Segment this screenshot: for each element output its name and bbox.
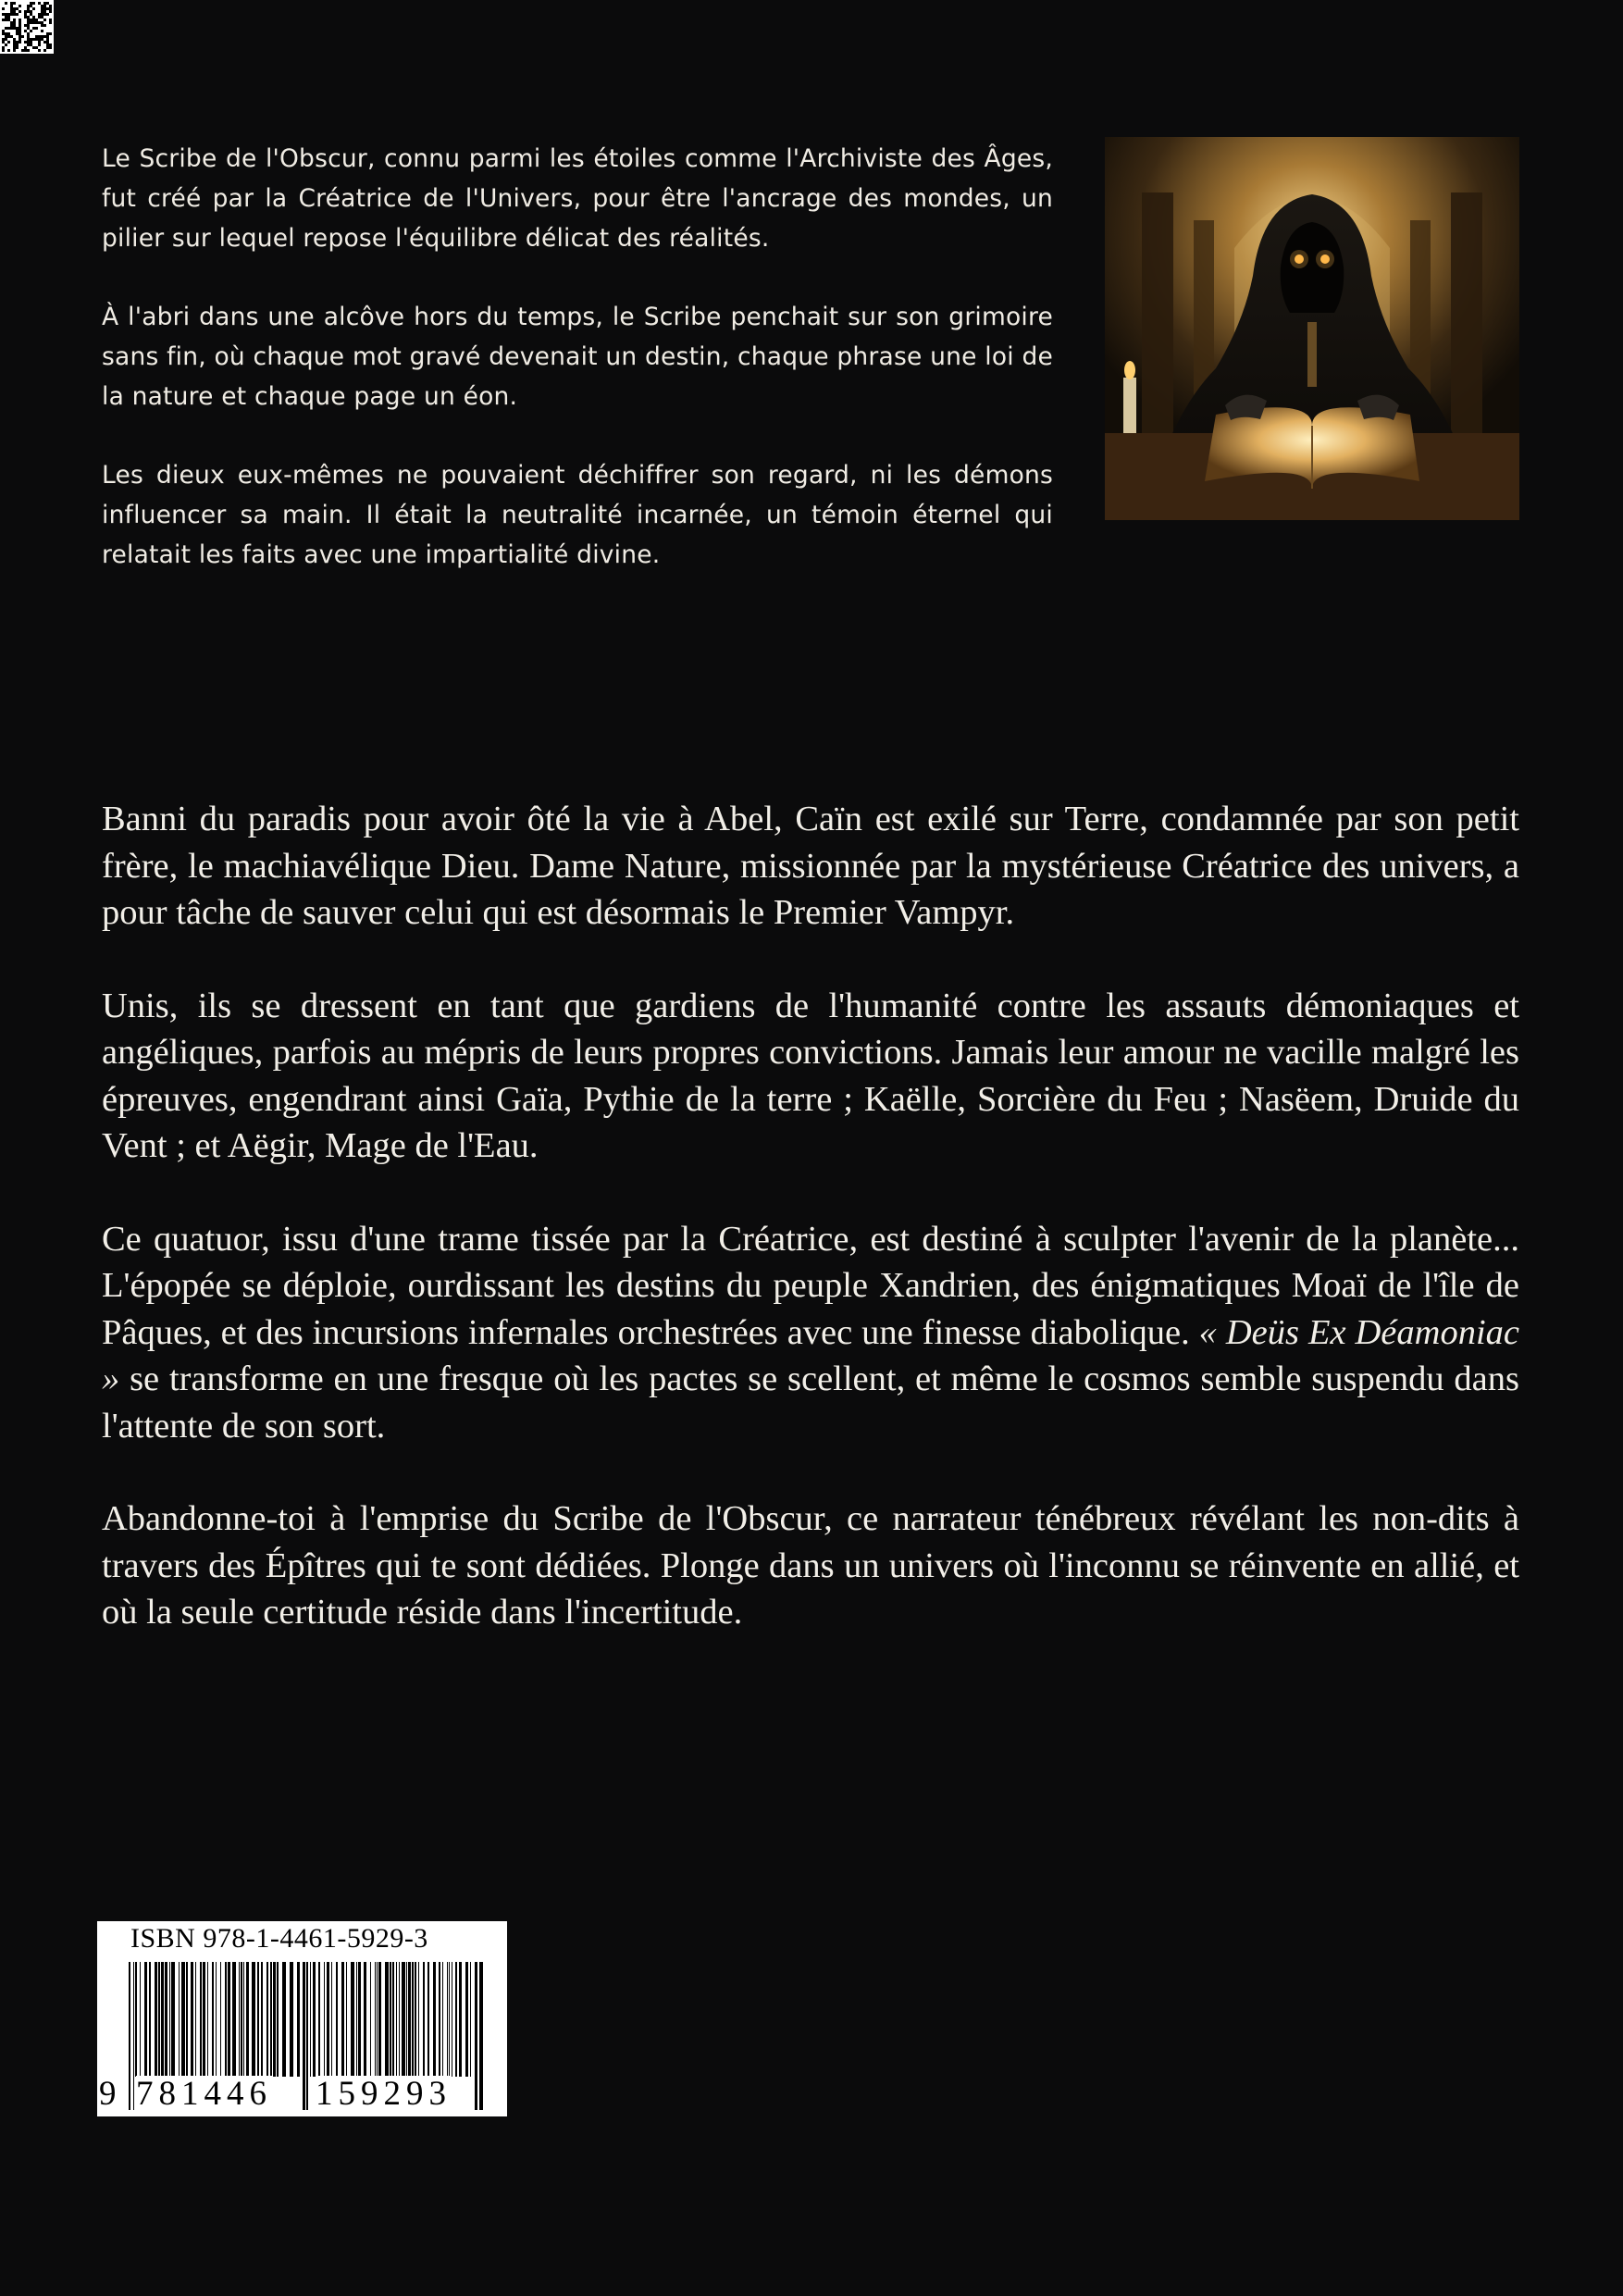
synopsis-paragraph-2: Unis, ils se dressent en tant que gardiens de l'humanité contre les assauts démoniaques et angéliques, parfois au mépris de leurs propres convictions. Jamais leur amour ne vacille malgré les épreuves, engendrant ainsi Gaïa, Pythie de la terre ; Kaëlle, Sorcière du Feu ; Nasëem, Druide du Vent ; et Aëgir, Mage de l'Eau. (102, 986, 1519, 1165)
synopsis-paragraph-1: Banni du paradis pour avoir ôté la vie à Abel, Caïn est exilé sur Terre, condamnée par son petit frère, le machiavélique Dieu. Dame Nature, missionnée par la mystérieuse Créatrice des univers, a pour tâche de sauver celui qui est désormais le Premier Vampyr. (102, 800, 1519, 932)
synopsis-p3-end: se transforme en une fresque où les pactes se scellent, et même le cosmos semble suspendu dans l'attente de son sort. (102, 1359, 1519, 1446)
scribe-paragraph-1: Le Scribe de l'Obscur, connu parmi les étoiles comme l'Archiviste des Âges, fut créé par la Créatrice de l'Univers, pour être l'ancrage des mondes, un pilier sur lequel repose l'équilibre délicat des réalités. (102, 144, 1053, 253)
qr-code-icon (0, 0, 54, 54)
scribe-description (102, 139, 1053, 614)
isbn-label: ISBN 978-1-4461-5929-3 (130, 1923, 428, 1954)
barcode-digits-right: 159293 (316, 2075, 452, 2113)
book-synopsis (102, 796, 1519, 1682)
barcode-digit-first: 9 (99, 2075, 122, 2113)
synopsis-paragraph-4: Abandonne-toi à l'emprise du Scribe de l'Obscur, ce narrateur ténébreux révélant les non-dits à travers des Épîtres qui te sont dédiées. Plonge dans un univers où l'inconnu se réinvente en allié, et où la seule certitude réside dans l'incertitude. (102, 1499, 1519, 1632)
barcode-digits-left: 781446 (136, 2075, 272, 2113)
scribe-paragraph-2: À l'abri dans une alcôve hors du temps, le Scribe penchait sur son grimoire sans fin, où chaque mot gravé devenait un destin, chaque phrase une loi de la nature et chaque page un éon. (102, 303, 1053, 411)
hooded-scribe-illustration (1105, 137, 1519, 520)
synopsis-p3-start: Ce quatuor, issu d'une trame tissée par la Créatrice, est destiné à sculpter l'avenir de la planète... L'épopée se déploie, ourdissant les destins du peuple Xandrien, des énigmatiques Moaï de l'île de Pâques, et des incursions infernales orchestrées avec une finesse diabolique. (102, 1219, 1519, 1352)
isbn-barcode (97, 1921, 507, 2116)
scribe-paragraph-3: Les dieux eux-mêmes ne pouvaient déchiffrer son regard, ni les démons influencer sa main. Il était la neutralité incarnée, un témoin éternel qui relatait les faits avec une impartialité divine. (102, 461, 1053, 569)
synopsis-paragraph-3 (102, 1216, 1519, 1450)
book-title-mention: « Deüs Ex Déamoniac » (102, 1312, 1519, 1398)
